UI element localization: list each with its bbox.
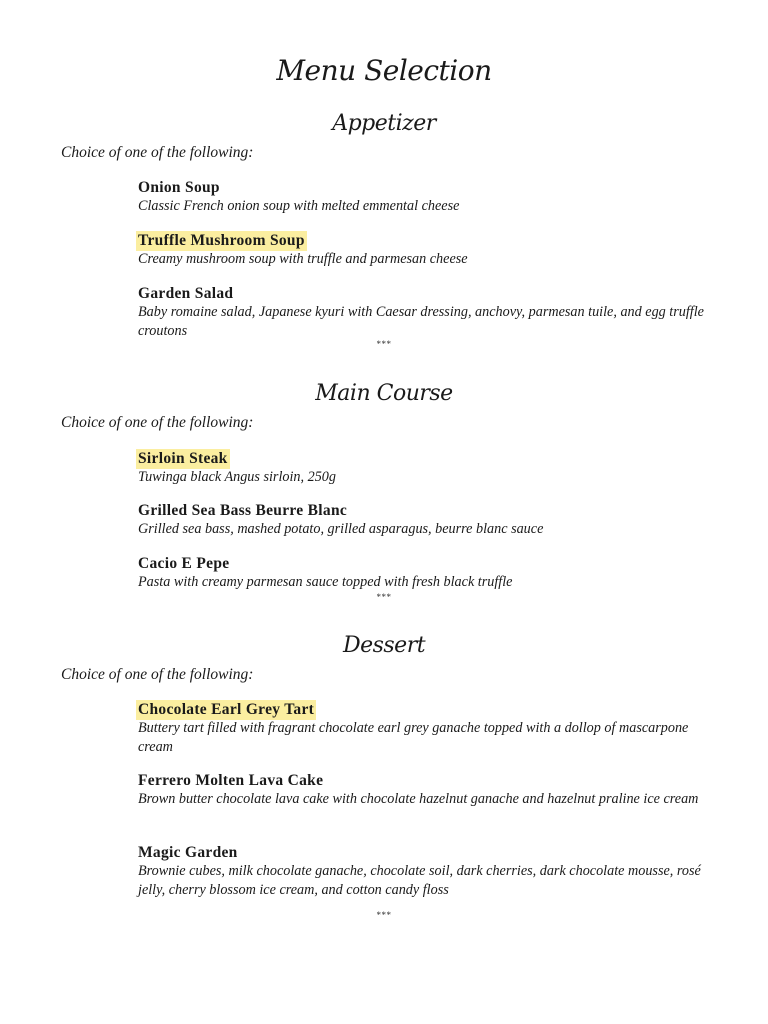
section-intro: Choice of one of the following:: [61, 144, 254, 161]
menu-item: [138, 284, 718, 341]
item-description: Creamy mushroom soup with truffle and parmesan cheese: [138, 251, 468, 267]
section-intro: Choice of one of the following:: [61, 666, 254, 683]
menu-item: [138, 449, 718, 487]
item-description: Tuwinga black Angus sirloin, 250g: [138, 469, 336, 485]
menu-item: [138, 501, 718, 539]
item-name-highlighted: Sirloin Steak: [138, 450, 228, 467]
item-description: Buttery tart filled with fragrant chocolate earl grey ganache topped with a dollop of mascarpone cream: [138, 720, 689, 755]
item-name: Ferrero Molten Lava Cake: [138, 772, 324, 789]
menu-item: [138, 843, 718, 900]
item-name: Onion Soup: [138, 179, 220, 196]
section-heading-appetizer: Appetizer: [332, 111, 436, 136]
item-name: Garden Salad: [138, 285, 234, 302]
item-description: Brownie cubes, milk chocolate ganache, chocolate soil, dark cherries, dark chocolate mousse, rosé jelly, cherry blossom ice cream, and cotton candy floss: [138, 863, 701, 898]
item-name-highlighted: Chocolate Earl Grey Tart: [138, 701, 315, 718]
separator: ***: [376, 910, 392, 920]
item-name: Magic Garden: [138, 844, 238, 861]
item-name-highlighted: Truffle Mushroom Soup: [138, 232, 305, 249]
menu-item: [138, 554, 718, 592]
item-name: Grilled Sea Bass Beurre Blanc: [138, 502, 348, 519]
separator: ***: [376, 592, 392, 602]
section-heading-dessert: Dessert: [342, 633, 426, 658]
menu-item: [138, 700, 718, 757]
item-description: Pasta with creamy parmesan sauce topped with fresh black truffle: [138, 574, 513, 590]
item-name: Cacio E Pepe: [138, 555, 230, 572]
section-intro: Choice of one of the following:: [61, 414, 254, 431]
page-title: Menu Selection: [276, 54, 492, 87]
menu-item: [138, 231, 718, 269]
menu-item: [138, 771, 718, 809]
item-description: Baby romaine salad, Japanese kyuri with Caesar dressing, anchovy, parmesan tuile, and egg truffle croutons: [138, 304, 704, 339]
separator: ***: [376, 339, 392, 349]
item-description: Brown butter chocolate lava cake with chocolate hazelnut ganache and hazelnut praline ice cream: [138, 791, 699, 807]
menu-item: [138, 178, 718, 216]
section-heading-main-course: Main Course: [315, 381, 453, 406]
item-description: Grilled sea bass, mashed potato, grilled asparagus, beurre blanc sauce: [138, 521, 544, 537]
item-description: Classic French onion soup with melted emmental cheese: [138, 198, 460, 214]
